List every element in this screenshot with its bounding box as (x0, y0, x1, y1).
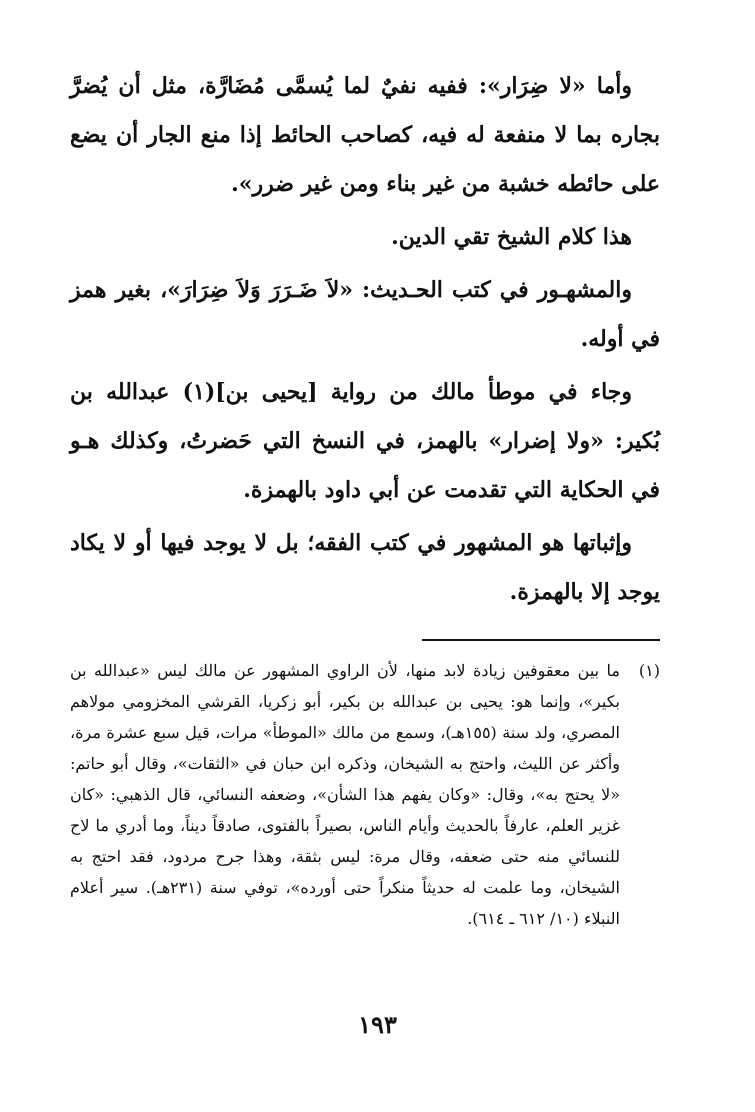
paragraph-2: هذا كلام الشيخ تقي الدين. (391, 224, 632, 250)
paragraph-5: وإثباتها هو المشهور في كتب الفقه؛ بل لا يوجد فيها أو لا يكاد يوجد إلا بالهمزة. (70, 530, 660, 605)
paragraph-3: والمشهـور في كتب الحـديث: «لاَ ضَـرَرَ وَلاَ ضِرَارَ»، بغير همز في أوله. (70, 277, 660, 352)
footnote-separator (422, 639, 660, 641)
page-number: ١٩٣ (358, 1010, 397, 1039)
footnote-text: ما بين معقوفين زيادة لابد منها، لأن الراوي المشهور عن مالك ليس «عبدالله بن بكير»، وإنما هو: يحيى بن عبدالله بن بكير، أبو زكريا، القرشي المخزومي مولاهم المصري، ولد سنة (١٥٥هـ)، وسمع من مالك «الموطأ» مرات، قيل سبع عشرة مرة، وأكثر عن الليث، واحتج به الشيخان، وذكره ابن حبان في «الثقات»، وقال أبو حاتم: «لا يحتج به»، وقال: «وكان يفهم هذا الشأن»، وضعفه النسائي، قال الذهبي: «كان غزير العلم، عارفاً بالحديث وأيام الناس، بصيراً بالفتوى، صادقاً ديناً، وما أدري ما لاح للنسائي منه حتى ضعفه، وقال مرة: ليس بثقة، وهذا جرح مردود، فقد احتج به الشيخان، وما علمت له حديثاً منكراً حتى أورده»، توفي سنة (٢٣١هـ). سير أعلام النبلاء (١٠/ ٦١٢ ـ ٦١٤). (70, 661, 621, 928)
paragraph-4: وجاء في موطأ مالك من رواية [يحيى بن](١) عبدالله بن بُكير: «ولا إضرار» بالهمز، في النسخ التي حَضرتُ، وكذلك هـو في الحكاية التي تقدمت عن أبي داود بالهمزة. (70, 379, 660, 503)
main-text (70, 62, 660, 617)
footnote (70, 655, 660, 934)
paragraph-1: وأما «لا ضِرَار»: ففيه نفيٌ لما يُسمَّى مُضَارَّة، مثل أن يُضرَّ بجاره بما لا منفعة له فيه، كصاحب الحائط إذا منع الجار أن يضع على حائطه خشبة من غير بناء ومن غير ضرر». (70, 73, 660, 197)
footnote-separator-wrap (70, 617, 660, 655)
page-content (70, 62, 660, 934)
footnote-number: (١) (638, 661, 660, 680)
